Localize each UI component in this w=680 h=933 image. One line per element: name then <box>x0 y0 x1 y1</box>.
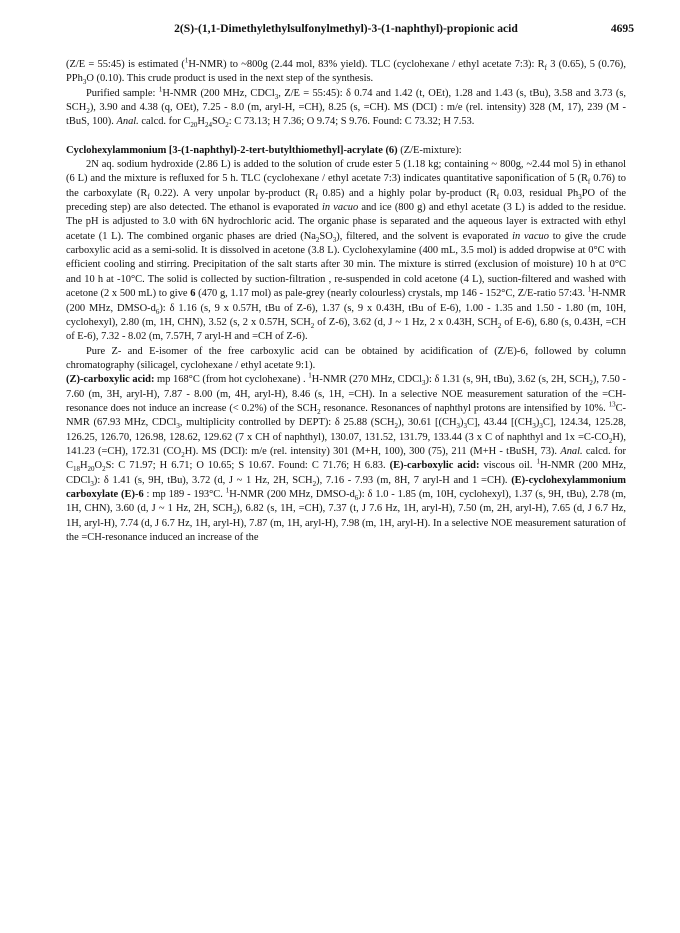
running-title: 2(S)-(1,1-Dimethylethylsulfonylmethyl)-3-(1-naphthyl)-propionic acid <box>174 22 518 35</box>
body-text <box>66 58 626 545</box>
paragraph-characterization: (Z)-carboxylic acid: mp 168°C (from hot cyclohexane) . $^1$H-NMR (270 MHz, CDCl$_3$): δ 1.31 (s, 9H, tBu), 3.62 (s, 2H, $SCH_2$), 7.50 - 7.60 (m, 3H, aryl-H), 7.87 - 8.00 (m, 4H, aryl-H), 8.46 (s, 1H, =CH). In a selective NOE measurement saturation of the =CH-resonance does not induce an increase (< 0.2%) of the $SCH_2$ resonance. Resonances of naphthyl protons are intensified by 10%. $^{13}$C-NMR (67.93 MHz, CDCl$_3$, multiplicity controlled by DEPT): δ 25.88 $(SCH_2)$, 30.61 $[(CH_3)_3C]$, 43.44 $[(CH_3)_3C]$, 124.34, 125.28, 126.25, 126.70, 126.98, 128.62, 129.62 (7 x CH of naphthyl), 130.07, 131.52, 131.79, 133.44 (3 x C of naphthyl and $1x =C-CO_2H$), 141.23 (=CH), 172.31 $(CO_2H)$. MS (DCI): m/e (rel. intensity) 301 (M+H, 100), 300 (75), 211 (M+H - tBuSH, 73). Anal. calcd. for $C_{18}H_{20}O_2S$: C 71.97; H 6.71; O 10.65; S 10.67. Found: C 71.76; H 6.83. (E)-carboxylic acid: viscous oil. $^1$H-NMR (200 MHz, CDCl$_3$): δ 1.41 (s, 9H, tBu), 3.72 (d, J ~ 1 Hz, 2H, $SCH_2$), 7.16 - 7.93 (m, 8H, 7 aryl-H and 1 =CH). (E)-cyclohexylammonium carboxylate (E)-6 : mp 189 - 193°C. $^1$H-NMR (200 MHz, DMSO-$d_6$): δ 1.0 - 1.85 (m, 10H, cyclohexyl), 1.37 (s, 9H, tBu), 2.78 (m, 1H, CHN), 3.60 (d, J ~ 1 Hz, 2H, $SCH_2$), 6.82 (s, 1H, =CH), 7.37 (t, J 7.6 Hz, 1H, aryl-H), 7.50 (m, 2H, aryl-H), 7.65 (d, J 6.7 Hz, 1H, aryl-H), 7.74 (d, J 6.7 Hz, 1H, aryl-H), 7.87 (m, 1H, aryl-H), 7.98 (m, 1H, aryl-H). In a selective NOE measurement saturation of the =CH-resonance induced an increase of the <box>66 371 627 543</box>
paragraph-continuation: (Z/E = 55:45) is estimated ($^1$H-NMR) to ~800g (2.44 mol, 83% yield). TLC (cyclohexane / ethyl acetate 7:3): $R_f$ 3 (0.65), 5 (0.76), PPh$_3$O (0.10). This crude product is used in the next step of the synthesis. <box>66 56 627 87</box>
page-number: 4695 <box>610 22 634 35</box>
paragraph-isomers: Pure Z- and E-isomer of the free carboxylic acid can be obtained by acidification of (Z/E)-6, followed by column chromatography (silicagel, cyclohexane / ethyl acetate 9:1). <box>66 345 626 371</box>
section-heading: Cyclohexylammonium [3-(1-naphthyl)-2-tert-butylthiomethyl]-acrylate (6) (Z/E-mixture): <box>66 144 462 156</box>
paragraph-purified-sample: Purified sample: $^1$H-NMR (200 MHz, CDCl$_3$, Z/E = 55:45): δ 0.74 and 1.42 (t, OEt), 1.28 and 1.43 (s, tBu), 3.58 and 3.73 (s, $SCH_2$), 3.90 and 4.38 (q, OEt), 7.25 - 8.0 (m, aryl-H, =CH), 8.25 (s, =CH). MS (DCI) : m/e (rel. intensity) 328 (M, 17), 239 (M - tBuS, 100). Anal. calcd. for $C_{20}H_{24}SO_2$: C 73.13; H 7.36; O 9.74; S 9.76. Found: C 73.32; H 7.53. <box>66 85 626 130</box>
paragraph-procedure: 2N aq. sodium hydroxide (2.86 L) is added to the solution of crude ester 5 (1.18 kg; containing ~ 800g, ~2.44 mol 5) in ethanol (6 L) and the mixture is refluxed for 5 h. TLC (cyclohexane / ethyl acetate 7:3) indicates quantitative saponification of 5 ($R_f$ 0.76) to the carboxylate ($R_f$ 0.22). A very unpolar by-product ($R_f$ 0.85) and a highly polar by-product ($R_f$ 0.03, residual $Ph_3PO$ of the preceding step) are also detected. The ethanol is evaporated in vacuo and ice (800 g) and ethyl acetate (3 L) is added to the residue. The pH is adjusted to 3.0 with 6N hydrochloric acid. The organic phase is separated and the aqueous layer is extracted with ethyl acetate (1 L). The combined organic phases are dried $(Na_2SO_3)$, filtered, and the solvent is evaporated in vacuo to give the crude carboxylic acid as a semi-solid. It is dissolved in acetone (3.8 L). Cyclohexylamine (400 mL, 3.5 mol) is added dropwise at 0°C with efficient cooling and stirring. Precipitation of the salt starts after 30 min. The mixture is stirred (exclusion of moisture) 10 h at 0°C and 10 h at -10°C. The solid is collected by suction-filtration , re-suspended in cold acetone (4 L), suction-filtered and washed with acetone (2 x 500 mL) to give 6 (470 g, 1.17 mol) as pale-grey (nearly colourless) crystals, mp 146 - 152°C, Z/E-ratio 57:43. $^1$H-NMR (200 MHz, DMSO-$d_6$): δ 1.16 (s, 9 x 0.57H, tBu of Z-6), 1.37 (s, 9 x 0.43H, tBu of E-6), 1.00 - 1.35 and 1.50 - 1.80 (m, 10H, cyclohexyl), 2.80 (m, 1H, CHN), 3.52 (s, 2 x 0.57H, $SCH_2$ of Z-6), 3.62 (d, J ~ 1 Hz, 2 x 0.43H, $SCH_2$ of E-6), 6.80 (s, 0.43H, =CH of E-6), 7.32 - 8.02 (m, 7.57H, 7 aryl-H and =CH of Z-6). <box>66 159 627 343</box>
